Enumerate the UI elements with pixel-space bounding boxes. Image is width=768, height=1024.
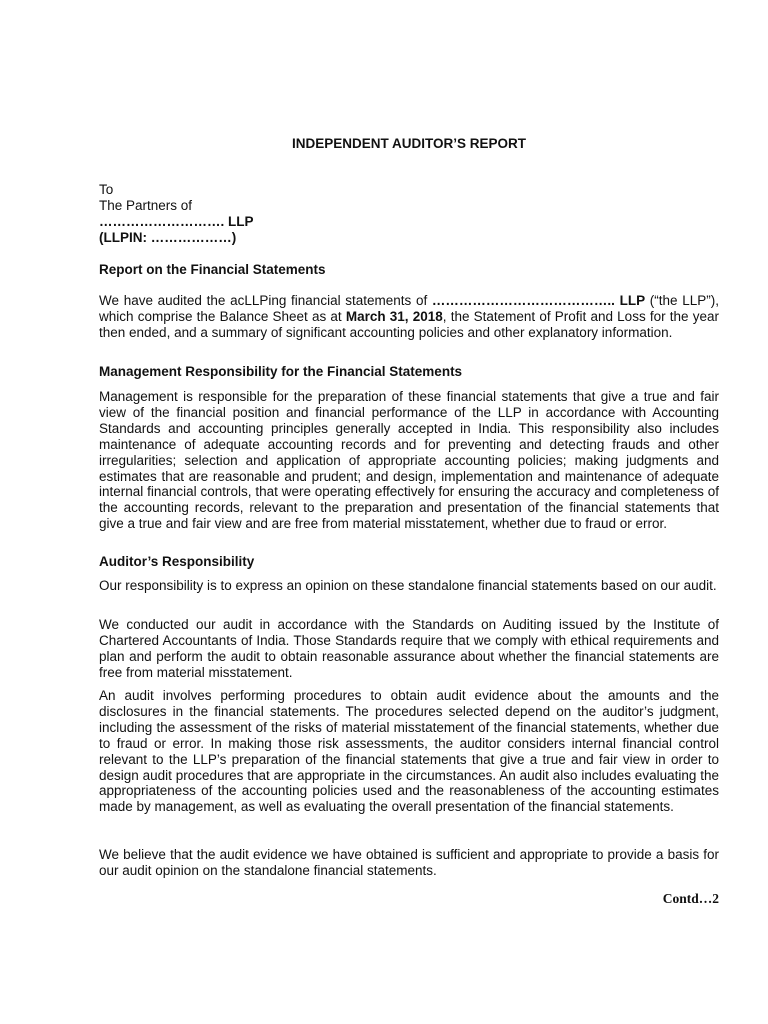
auditor-section-heading: Auditor’s Responsibility — [99, 554, 255, 569]
report-paragraph — [99, 293, 719, 341]
report-title: INDEPENDENT AUDITOR’S REPORT — [291, 136, 527, 151]
addressee-llp-name: ………………………. LLP — [99, 213, 254, 229]
addressee-block — [99, 182, 719, 246]
auditor-paragraph-3: An audit involves performing procedures to obtain audit evidence about the amounts and the disclosures in the financial statements. The procedures selected depend on the auditor’s judgment, including the assessment of the risks of material misstatement of the financial statements, whether due to fraud or error. In making those risk assessments, the auditor considers internal financial control relevant to the LLP’s preparation of the financial statements that give a true and fair view in order to design audit procedures that are appropriate in the circumstances. An audit also includes evaluating the appropriateness of the accounting policies used and the reasonableness of the accounting estimates made by management, as well as evaluating the overall presentation of the financial statements. — [99, 688, 719, 815]
continued-marker: Contd…2 — [662, 891, 719, 906]
auditor-paragraph-4: We believe that the audit evidence we have obtained is sufficient and appropriate to provide a basis for our audit opinion on the standalone financial statements. — [99, 847, 719, 878]
report-para-part2: (“the LLP”), which comprise the Balance Sheet as at — [99, 293, 719, 324]
report-section-heading: Report on the Financial Statements — [99, 262, 326, 277]
report-para-date: March 31, 2018 — [345, 308, 443, 324]
addressee-partners: The Partners of — [99, 197, 193, 213]
auditor-paragraph-1: Our responsibility is to express an opinion on these standalone financial statements based on our audit. — [99, 578, 717, 593]
addressee-to: To — [99, 182, 114, 197]
report-para-part1: We have audited the acLLPing financial statements of — [99, 293, 432, 308]
report-para-part3: , the Statement of Profit and Loss for the year then ended, and a summary of significant accounting policies and other explanatory information. — [99, 308, 720, 340]
addressee-llpin: (LLPIN: ………………) — [99, 229, 237, 245]
report-para-llp-name: ………………………………….. LLP — [431, 293, 646, 308]
auditor-paragraph-2: We conducted our audit in accordance with the Standards on Auditing issued by the Institute of Chartered Accountants of India. Those Standards require that we comply with ethical requirements and plan and perform the audit to obtain reasonable assurance about whether the financial statements are free from material misstatement. — [99, 617, 719, 680]
management-paragraph: Management is responsible for the preparation of these financial statements that give a true and fair view of the financial position and financial performance of the LLP in accordance with Accounting Standards and accounting principles generally accepted in India. This responsibility also includes maintenance of adequate accounting records and for preventing and detecting frauds and other irregularities; selection and application of appropriate accounting policies; making judgments and estimates that are reasonable and prudent; and design, implementation and maintenance of adequate internal financial controls, that were operating effectively for ensuring the accuracy and completeness of the accounting records, relevant to the preparation and presentation of the financial statements that give a true and fair view and are free from material misstatement, whether due to fraud or error. — [99, 389, 719, 532]
management-section-heading: Management Responsibility for the Financial Statements — [99, 364, 463, 379]
